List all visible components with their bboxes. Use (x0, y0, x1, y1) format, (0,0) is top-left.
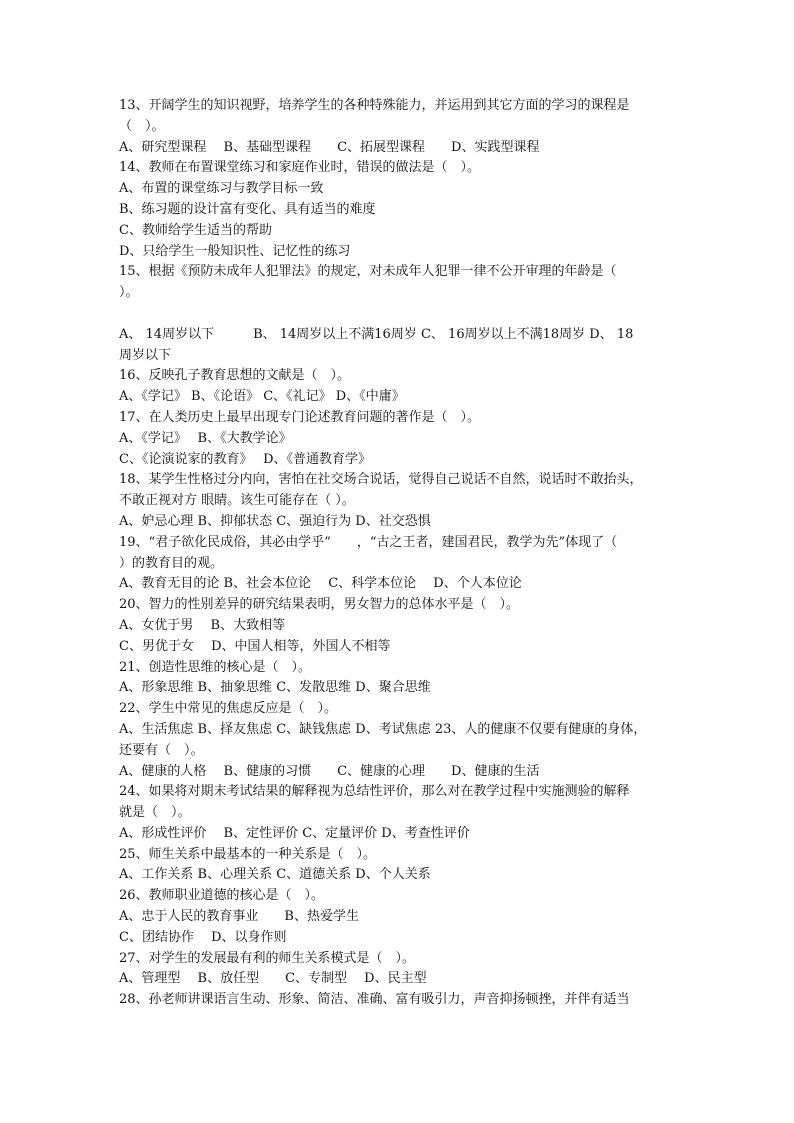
text-line: 22、学生中常见的焦虑反应是（ ）。 (119, 701, 338, 717)
text-line: A、忠于人民的教育事业 B、热爱学生 (119, 909, 359, 925)
text-line: 21、创造性思维的核心是（ ）。 (119, 659, 312, 675)
text-line: 18、某学生性格过分内向，害怕在社交场合说话，觉得自己说话不自然，说话时不敢抬头， (119, 472, 643, 488)
text-line: A、工作关系 B、心理关系 C、道德关系 D、个人关系 (119, 867, 431, 883)
text-line: ）。 (119, 285, 139, 301)
text-line: A、《学记》 B、《大教学论》 (119, 430, 292, 446)
text-line: 14、教师在布置课堂练习和家庭作业时，错误的做法是（ ）。 (119, 160, 481, 176)
text-line: 17、在人类历史上最早出现专门论述教育问题的著作是（ ）。 (119, 409, 481, 425)
text-line: A、形成性评价 B、定性评价 C、定量评价 D、考查性评价 (119, 825, 470, 841)
text-line: A、女优于男 B、大致相等 (119, 617, 286, 633)
text-line: ）的教育目的观。 (119, 555, 224, 571)
text-line: 13、开阔学生的知识视野，培养学生的各种特殊能力，并运用到其它方面的学习的课程是 (119, 98, 630, 113)
document-page (119, 96, 679, 1011)
text-line: 16、反映孔子教育思想的文献是（ ）。 (119, 368, 351, 384)
text-line: 28、孙老师讲课语言生动、形象、简洁、准确、富有吸引力，声音抑扬顿挫，并伴有适当 (119, 992, 630, 1008)
text-line: A、研究型课程 B、基础型课程 C、拓展型课程 D、实践型课程 (119, 139, 540, 155)
text-line: 19、“君子欲化民成俗，其必由学乎” ，“古之王者，建国君民，教学为先”体现了（ (119, 534, 618, 550)
text-line: 还要有（ ）。 (119, 742, 204, 758)
text-line: C、团结协作 D、以身作则 (119, 929, 287, 945)
text-line: A、管理型 B、放任型 C、专制型 D、民主型 (119, 971, 427, 987)
text-line: C、《论演说家的教育》 D、《普通教育学》 (119, 451, 372, 467)
text-line: 27、对学生的发展最有利的师生关系模式是（ ）。 (119, 950, 416, 966)
text-line: 周岁以下 (119, 347, 172, 363)
text-line: 25、师生关系中最基本的一种关系是（ ）。 (119, 846, 377, 862)
text-line: B、练习题的设计富有变化、具有适当的难度 (119, 201, 376, 217)
text-line: A、妒忌心理 B、抑郁状态 C、强迫行为 D、社交恐惧 (119, 513, 431, 529)
text-line: D、只给学生一般知识性、记忆性的练习 (119, 243, 351, 259)
text-line: （ ）。 (119, 118, 165, 134)
text-line: 不敢正视对方 眼睛。该生可能存在（ ）。 (119, 493, 355, 509)
text-line: C、男优于女 D、中国人相等，外国人不相等 (119, 638, 391, 654)
text-line: A、生活焦虑 B、择友焦虑 C、缺钱焦虑 D、考试焦虑 23、人的健康不仅要有健康的身体， (119, 721, 647, 737)
text-line (119, 304, 679, 325)
text-line: A、形象思维 B、抽象思维 C、发散思维 D、聚合思维 (119, 680, 431, 696)
text-line: 26、教师职业道德的核心是（ ）。 (119, 888, 325, 904)
text-line: A、《学记》 B、《论语》 C、《礼记》 D、《中庸》 (119, 389, 405, 405)
text-line: 15、根据《预防未成年人犯罪法》的规定，对未成年人犯罪一律不公开审理的年龄是（ (119, 264, 617, 280)
text-line: A、布置的课堂练习与教学目标一致 (119, 181, 324, 197)
text-line: C、教师给学生适当的帮助 (119, 222, 272, 238)
text-line: 24、如果将对期末考试结果的解释视为总结性评价，那么对在教学过程中实施测验的解释 (119, 784, 630, 800)
text-line: 20、智力的性别差异的研究结果表明，男女智力的总体水平是（ ）。 (119, 597, 520, 613)
text-line: A、 14周岁以下 B、 14周岁以上不满16周岁 C、 16周岁以上不满18周岁 D、 18 (119, 326, 634, 342)
text-line: A、教育无目的论 B、社会本位论 C、科学本位论 D、个人本位论 (119, 576, 522, 592)
text-line: 就是（ ）。 (119, 805, 191, 821)
text-line: A、健康的人格 B、健康的习惯 C、健康的心理 D、健康的生活 (119, 763, 540, 779)
